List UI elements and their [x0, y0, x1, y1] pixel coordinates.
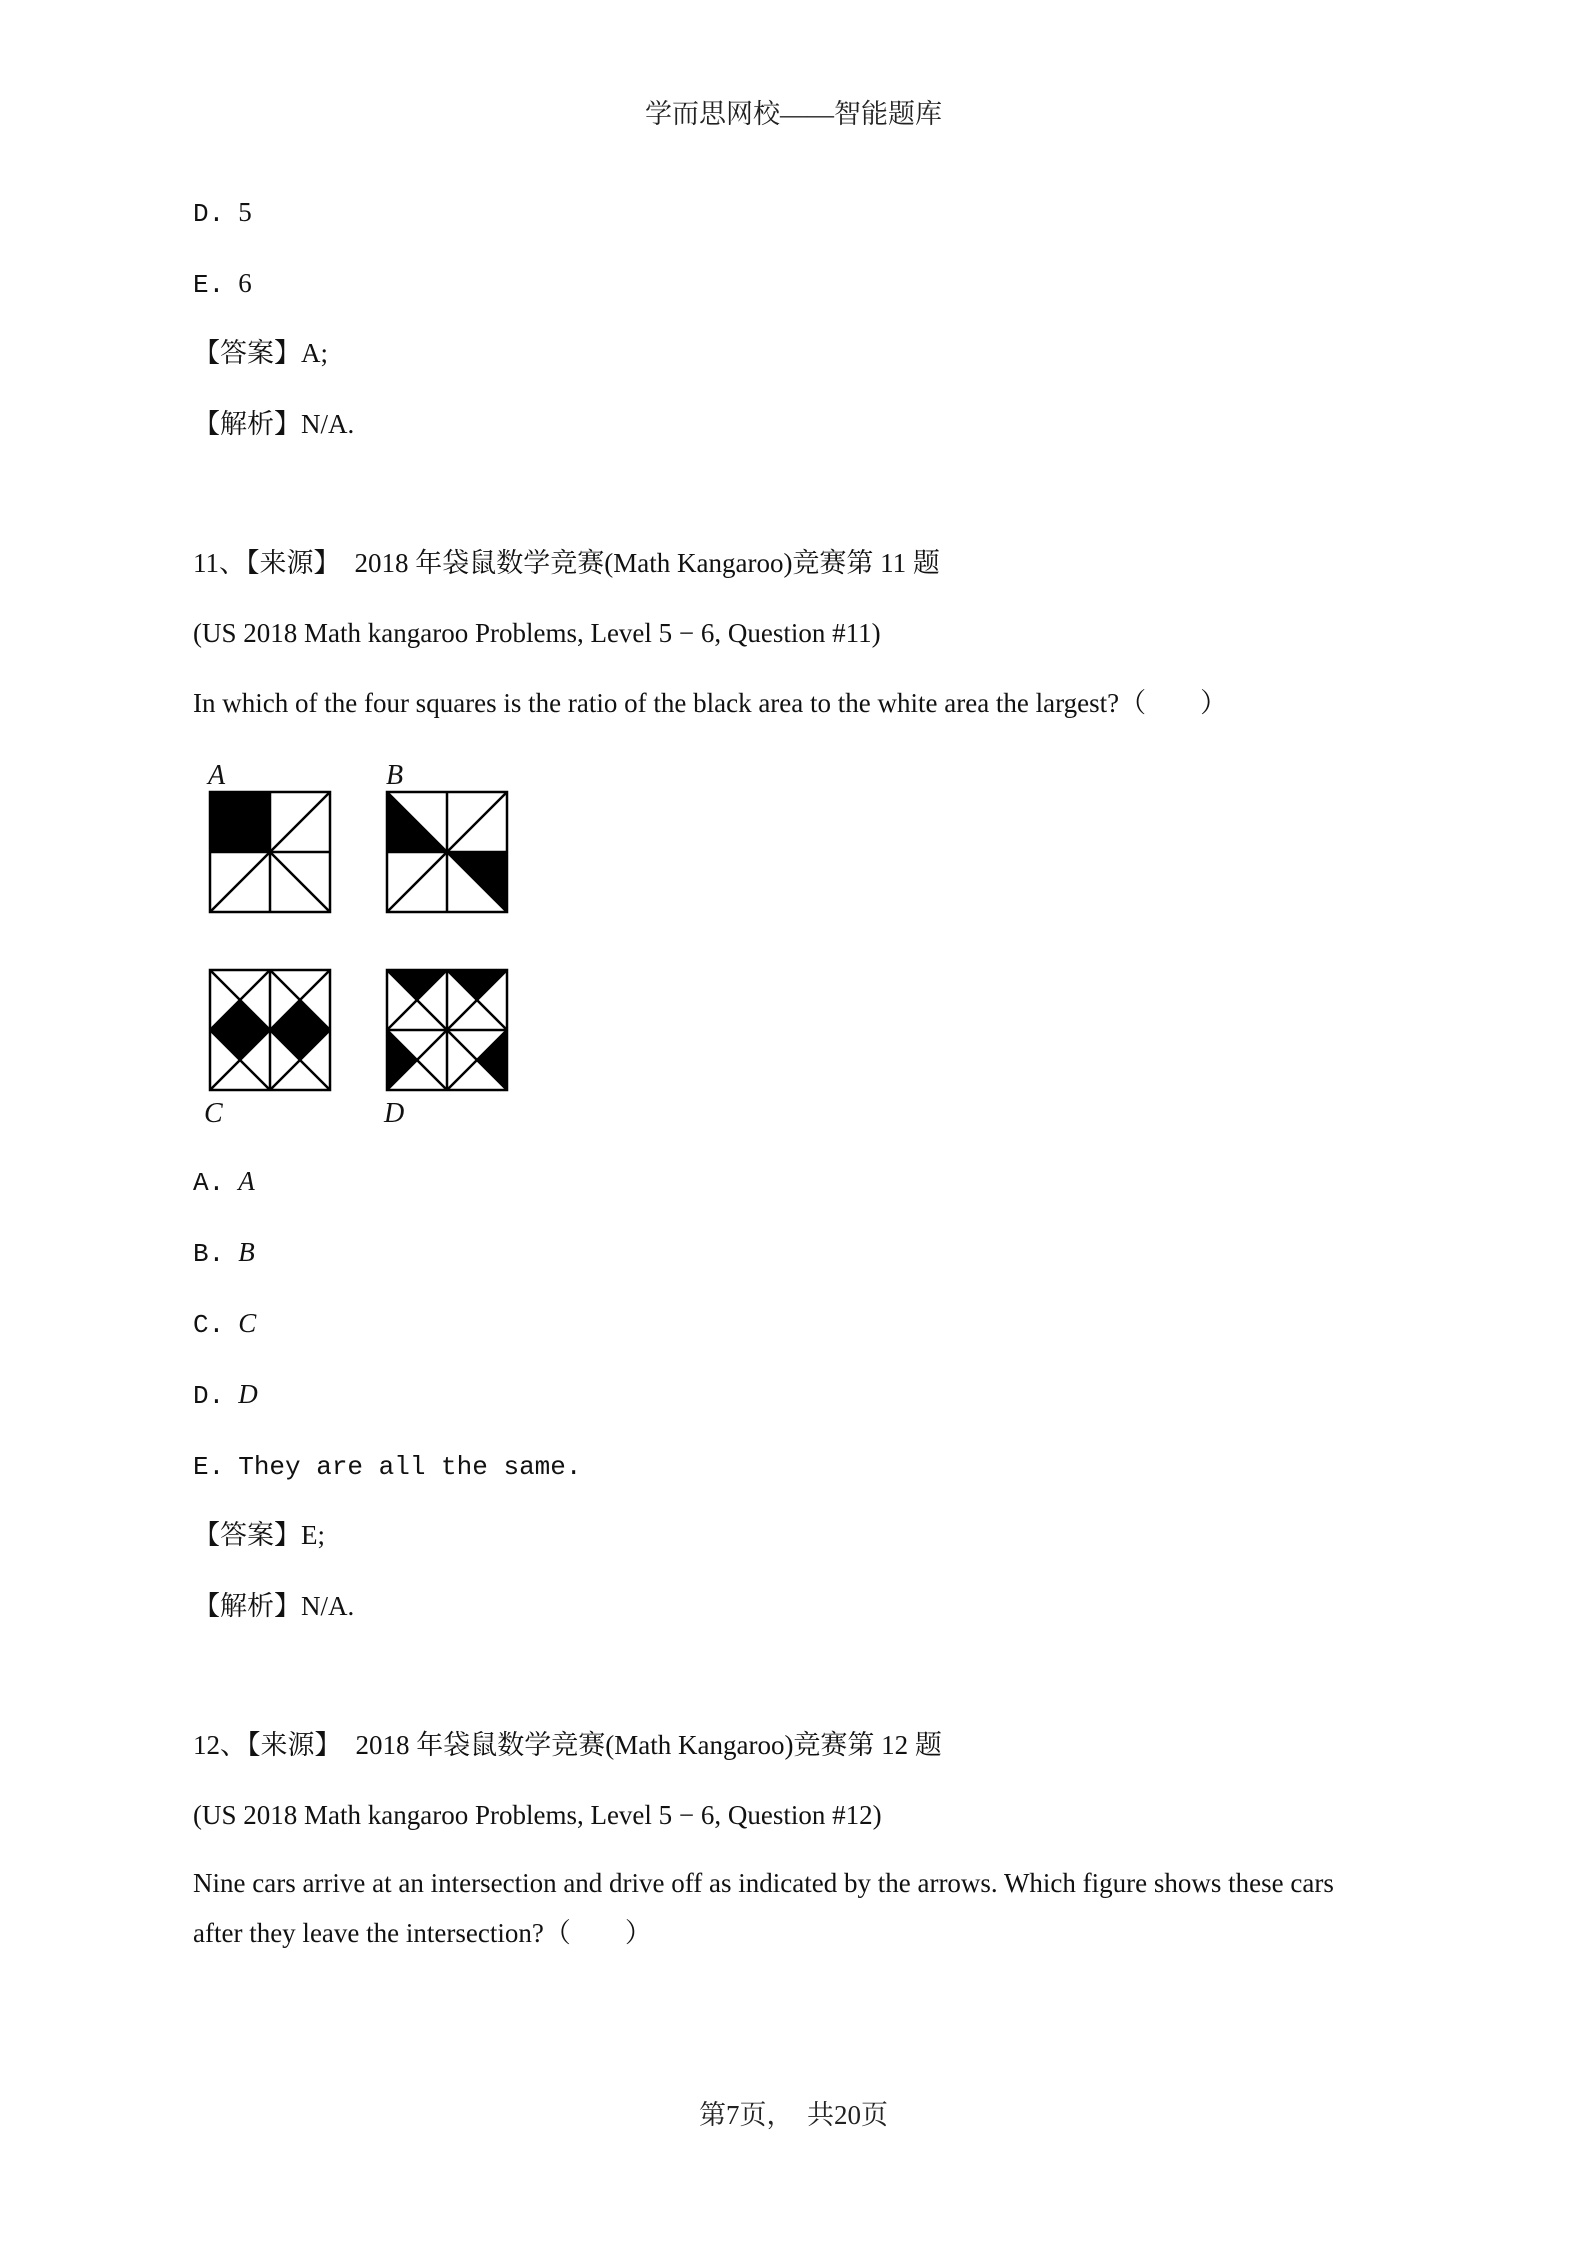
label-c: C: [204, 1098, 223, 1129]
q11-heading: [193, 546, 940, 580]
option-key: E.: [193, 1452, 225, 1482]
q12-number: 12、: [193, 1730, 247, 1760]
q12-question-line2: after they leave the intersection?（ ）: [193, 1918, 652, 1948]
q11-squares-figure: [198, 756, 528, 1136]
option-text: C: [238, 1308, 257, 1338]
label-b: B: [386, 760, 404, 791]
analysis-prev: [193, 407, 354, 441]
q11-answer: [193, 1518, 325, 1552]
option-key: B.: [193, 1239, 225, 1269]
page-header: 学而思网校——智能题库: [645, 99, 942, 129]
answer-value: E;: [301, 1520, 325, 1550]
option-text: They are all the same.: [238, 1452, 582, 1482]
square-b: [387, 792, 507, 912]
q11-source-text: 2018 年袋鼠数学竞赛(Math Kangaroo)竞赛第 11 题: [354, 548, 940, 578]
answer-label: 【答案】: [193, 1520, 301, 1550]
page-footer: 第7页， 共20页: [699, 2100, 888, 2130]
q11-source-label: 【来源】: [246, 548, 341, 578]
option-key: A.: [193, 1168, 225, 1198]
answer-label: 【答案】: [193, 338, 301, 368]
q12-heading: [193, 1728, 942, 1762]
option-text: B: [238, 1237, 255, 1267]
square-d: [387, 970, 507, 1090]
option-text: 5: [238, 197, 252, 227]
option-text: A: [238, 1166, 255, 1196]
option-e-prev: [193, 266, 252, 302]
q11-number: 11、: [193, 548, 246, 578]
analysis-value: N/A.: [301, 1591, 355, 1621]
option-key: C.: [193, 1310, 225, 1340]
option-text: D: [238, 1379, 258, 1409]
q11-option-a: [193, 1164, 255, 1200]
option-d-prev: [193, 195, 252, 231]
q12-question-line1: Nine cars arrive at an intersection and drive off as indicated by the arrows. Which figure shows these cars: [193, 1868, 1334, 1898]
q11-option-d: [193, 1377, 258, 1413]
square-a: [210, 792, 330, 912]
analysis-label: 【解析】: [193, 409, 301, 439]
option-key: D.: [193, 1381, 225, 1411]
answer-value: A;: [301, 338, 328, 368]
q12-source-text: 2018 年袋鼠数学竞赛(Math Kangaroo)竞赛第 12 题: [355, 1730, 942, 1760]
q11-option-b: [193, 1235, 255, 1271]
q12-source-label: 【来源】: [247, 1730, 342, 1760]
option-key: E.: [193, 270, 225, 300]
analysis-value: N/A.: [301, 409, 355, 439]
option-text: 6: [238, 268, 252, 298]
q11-question: In which of the four squares is the ratio of the black area to the white area the largest?（ ）: [193, 688, 1228, 718]
q11-subtitle: (US 2018 Math kangaroo Problems, Level 5 − 6, Question #11): [193, 618, 881, 648]
answer-prev: [193, 336, 328, 370]
label-a: A: [208, 760, 226, 791]
q12-subtitle: (US 2018 Math kangaroo Problems, Level 5 − 6, Question #12): [193, 1800, 882, 1830]
q11-option-c: [193, 1306, 256, 1342]
square-c: [210, 970, 330, 1090]
label-d: D: [384, 1098, 405, 1129]
q11-option-e: [193, 1448, 581, 1484]
option-key: D.: [193, 199, 225, 229]
analysis-label: 【解析】: [193, 1591, 301, 1621]
q11-analysis: [193, 1589, 354, 1623]
